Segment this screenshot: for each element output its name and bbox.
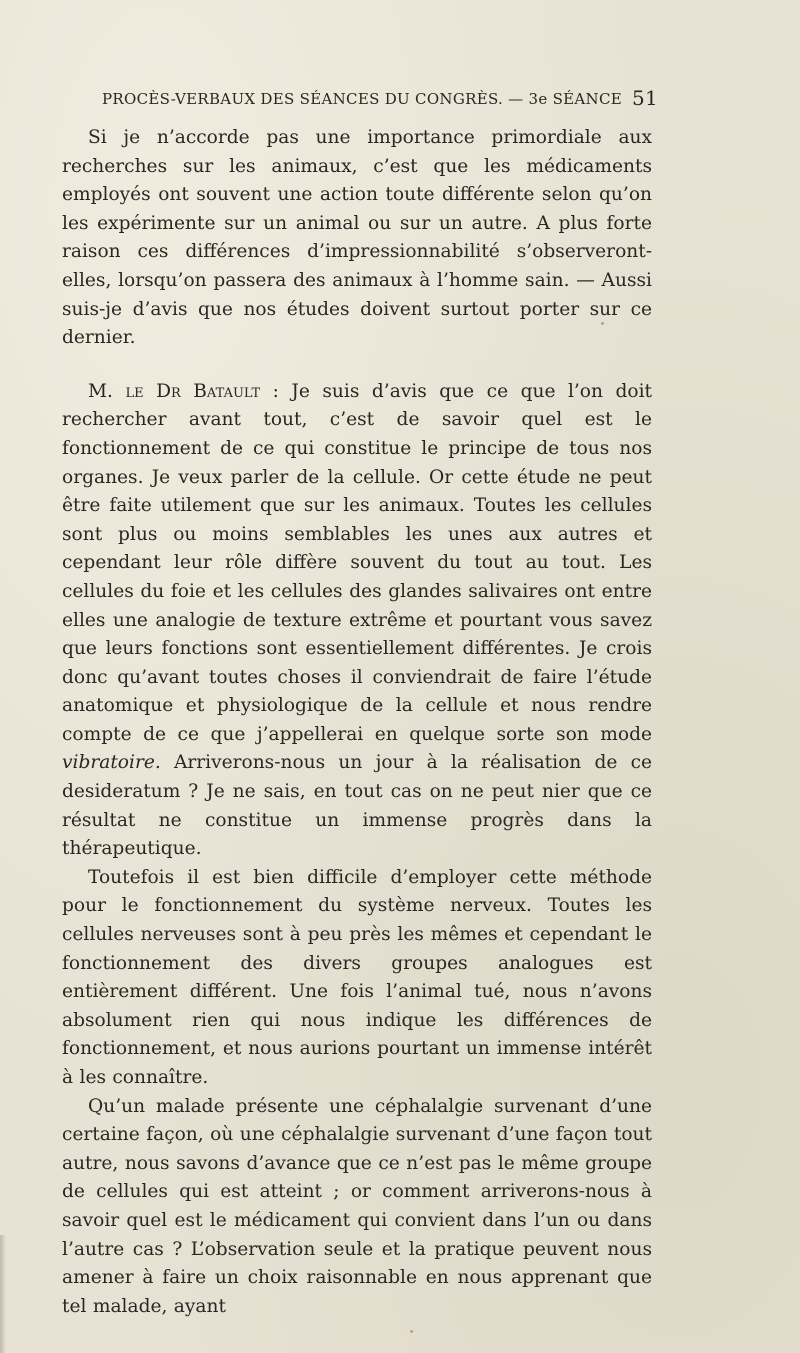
paragraph-2 — [62, 378, 652, 864]
page-number: 51 — [631, 86, 658, 110]
body-text — [62, 124, 652, 1321]
paragraph-4: Qu’un malade présente une céphalalgie survenant d’une certaine façon, où une céphalalgie survenant d’une façon tout autre, nous savons d’avance que ce n’est pas le même groupe de cellules qui est atteint ; or comment arriverons-nous à savoir quel est le médicament qui convient dans l’un ou dans l’autre cas ? L’observation seule et la pratique peuvent nous amener à faire un choix raisonnable en nous apprenant que tel malade, ayant — [62, 1095, 652, 1317]
emphasis-word: vibratoire. — [62, 752, 161, 774]
running-head — [102, 86, 658, 114]
page-edge-shadow — [0, 1235, 6, 1353]
paragraph-2-text: Je suis d’avis que ce que l’on doit rechercher avant tout, c’est de savoir quel est le fonctionnement de ce qui constitue le principe de tous nos organes. Je veux parler de la cellule. Or cette étude ne peut être faite utilement que sur les animaux. Toutes les cellules sont plus ou moins semblables les unes aux autres et cependant leur rôle diffère souvent du tout au tout. Les cellules du foie et les cellules des glandes salivaires ont entre elles une analogie de texture extrême et pourtant vous savez que leurs fonctions sont essentiellement différentes. Je crois donc qu’avant toutes choses il conviendrait de faire l’étude anatomique et physiologique de la cellule et nous rendre compte de ce que j’appellerai en quelque sorte son mode — [62, 380, 652, 745]
paragraph-1: Si je n’accorde pas une importance primordiale aux recherches sur les animaux, c’est que les médicaments employés ont souvent une action toute différente selon qu’on les expérimente sur un animal ou sur un autre. A plus forte raison ces différences d’impressionnabilité s’observeront-elles, lorsqu’on passera des animaux à l’homme sain. — Aussi suis-je d’avis que nos études doivent surtout porter sur ce dernier. — [62, 127, 652, 349]
speaker-name: M. le Dr Batault : — [88, 380, 279, 402]
paragraph-2-continuation: Arriverons-nous un jour à la réalisation de ce desideratum ? Je ne sais, en tout cas on ne peut nier que ce résultat ne constitue un immense progrès dans la thérapeutique. — [62, 752, 652, 860]
paragraph-3: Toutefois il est bien difficile d’employer cette méthode pour le fonctionnement du système nerveux. Toutes les cellules nerveuses sont à peu près les mêmes et cependant le fonctionnement des divers groupes analogues est entièrement différent. Une fois l’animal tué, nous n’avons absolument rien qui nous indique les différences de fonctionnement, et nous aurions pourtant un immense intérêt à les connaître. — [62, 866, 652, 1088]
paper-speck — [410, 1330, 413, 1333]
running-head-title: PROCÈS-VERBAUX DES SÉANCES DU CONGRÈS. — 3e SÉANCE — [102, 90, 623, 108]
paper-speck — [601, 322, 604, 325]
